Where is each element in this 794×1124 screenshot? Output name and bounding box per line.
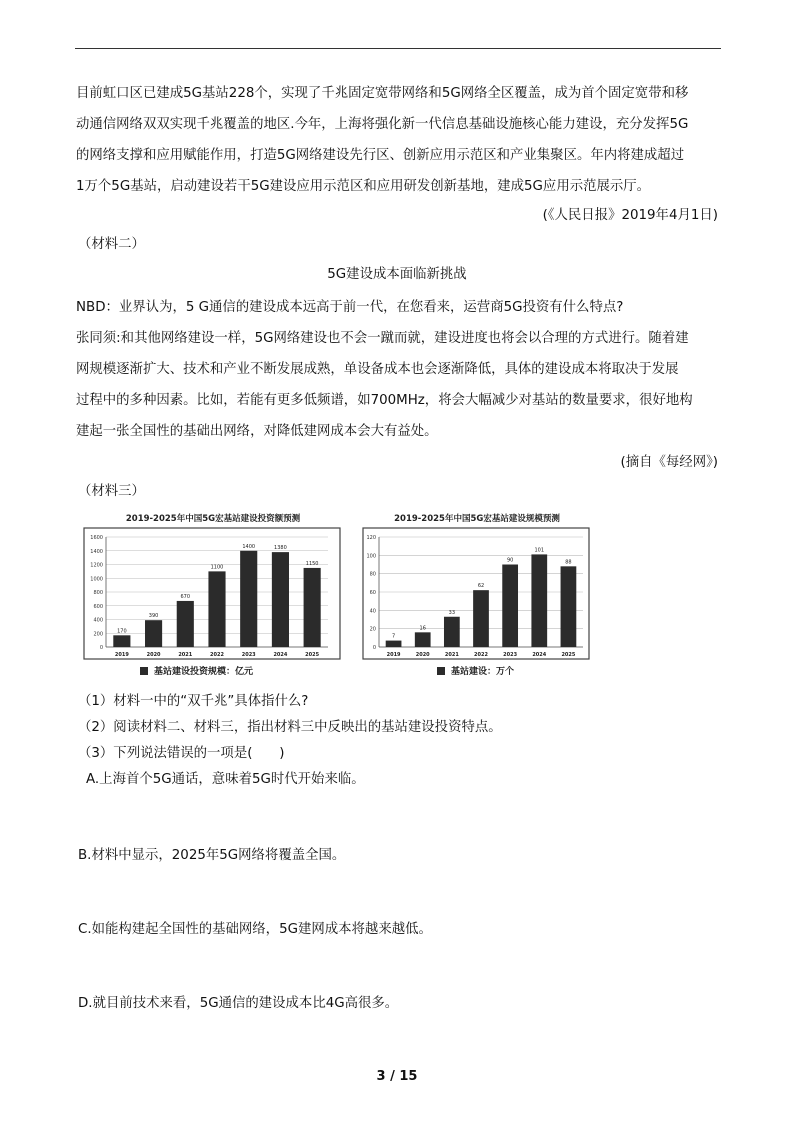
data-label: 1100 xyxy=(210,564,224,571)
data-label: 390 xyxy=(148,613,159,620)
x-tick-label: 2021 xyxy=(444,652,459,658)
legend-label: 基站建设投资规模：亿元 xyxy=(154,667,254,677)
chart-title: 2019-2025年中国5G宏基站建设规模预测 xyxy=(394,514,560,524)
bar xyxy=(386,641,402,647)
legend-swatch xyxy=(437,667,445,675)
data-label: 33 xyxy=(448,609,456,616)
y-tick-label: 120 xyxy=(366,535,376,541)
data-label: 101 xyxy=(534,547,545,554)
data-label: 88 xyxy=(565,559,572,566)
data-label: 170 xyxy=(117,628,127,635)
data-label: 670 xyxy=(180,593,191,600)
material2-label: （材料二） xyxy=(78,237,145,252)
bar xyxy=(145,620,162,647)
data-label: 7 xyxy=(391,633,396,640)
page-number: 3 / 15 xyxy=(376,1069,418,1084)
option-d: D.就目前技术来看，5G通信的建设成本比4G高很多。 xyxy=(78,996,399,1011)
y-tick-label: 800 xyxy=(93,590,103,596)
data-label: 16 xyxy=(419,625,426,632)
data-label: 62 xyxy=(477,583,485,590)
bar xyxy=(502,565,518,648)
material2-line: 建起一张全国性的基础出网络，对降低建网成本会大有益处。 xyxy=(76,424,438,439)
investment-chart xyxy=(82,507,344,683)
bar xyxy=(415,632,431,647)
x-tick-label: 2023 xyxy=(241,652,256,658)
data-label: 1150 xyxy=(305,560,319,567)
x-tick-label: 2024 xyxy=(532,652,547,658)
option-b: B.材料中显示，2025年5G网络将覆盖全国。 xyxy=(78,848,346,863)
bar xyxy=(444,617,460,647)
material2-paragraph xyxy=(76,292,722,447)
question-2: （2）阅读材料二、材料三，指出材料三中反映出的基站建设投资特点。 xyxy=(78,720,502,735)
x-tick-label: 2025 xyxy=(561,652,576,658)
y-tick-label: 100 xyxy=(366,553,376,560)
bar xyxy=(177,601,194,647)
x-tick-label: 2025 xyxy=(305,652,320,658)
x-tick-label: 2024 xyxy=(273,652,288,658)
material2-line: 网规模逐渐扩大、技术和产业不断发展成熟，单设备成本也会逐渐降低，具体的建设成本将取决于发展 xyxy=(76,362,679,377)
question-1: （1）材料一中的“双千兆”具体指什么? xyxy=(78,694,309,709)
material2-title: 5G建设成本面临新挑战 xyxy=(327,267,467,282)
chart-title: 2019-2025年中国5G宏基站建设投资额预测 xyxy=(125,514,301,524)
bar xyxy=(208,571,225,647)
y-tick-label: 400 xyxy=(93,617,103,624)
material1-line: 的网络支撑和应用赋能作用，打造5G网络建设先行区、创新应用示范区和产业集聚区。年内将建成超过 xyxy=(76,148,685,163)
y-tick-label: 60 xyxy=(369,590,376,596)
y-tick-label: 0 xyxy=(99,645,103,651)
material1-line: 1万个5G基站，启动建设若干5G建设应用示范区和应用研发创新基地，建成5G应用示范展示厅。 xyxy=(76,179,651,194)
y-tick-label: 20 xyxy=(369,626,376,633)
x-tick-label: 2023 xyxy=(503,652,518,658)
bar xyxy=(531,554,547,647)
x-tick-label: 2019 xyxy=(386,652,401,658)
bar xyxy=(272,552,289,647)
legend-swatch xyxy=(140,667,148,675)
option-a: A.上海首个5G通话，意味着5G时代开始来临。 xyxy=(86,772,365,787)
y-tick-label: 80 xyxy=(369,571,376,578)
material1-paragraph xyxy=(76,78,722,202)
material1-source: (《人民日报》2019年4月1日) xyxy=(542,208,718,223)
material1-line: 目前虹口区已建成5G基站228个，实现了千兆固定宽带网络和5G网络全区覆盖，成为首个固定宽带和移 xyxy=(76,86,689,101)
station-count-chart xyxy=(361,507,593,683)
bar xyxy=(240,551,257,647)
bar xyxy=(113,635,130,647)
material2-line: 张同须:和其他网络建设一样，5G网络建设也不会一蹴而就，建设进度也将会以合理的方式进行。随着建 xyxy=(76,331,689,346)
x-tick-label: 2021 xyxy=(178,652,193,658)
legend-label: 基站建设：万个 xyxy=(451,667,515,677)
x-tick-label: 2019 xyxy=(114,652,129,658)
y-tick-label: 0 xyxy=(372,645,376,651)
data-label: 1400 xyxy=(242,543,256,550)
material2-line: 过程中的多种因素。比如，若能有更多低频谱，如700MHz，将会大幅减少对基站的数量要求，很好地构 xyxy=(76,393,693,408)
bar xyxy=(561,566,577,647)
y-tick-label: 1000 xyxy=(90,576,103,583)
x-tick-label: 2020 xyxy=(415,652,430,658)
material2-source: (摘自《每经网》) xyxy=(620,455,718,470)
bar xyxy=(304,568,321,647)
material1-line: 动通信网络双双实现千兆覆盖的地区.今年，上海将强化新一代信息基础设施核心能力建设，充分发挥5G xyxy=(76,117,689,132)
x-tick-label: 2020 xyxy=(146,652,161,658)
y-tick-label: 1400 xyxy=(90,548,103,555)
y-tick-label: 1600 xyxy=(90,535,103,541)
y-tick-label: 1200 xyxy=(90,562,103,569)
y-tick-label: 200 xyxy=(93,631,103,638)
y-tick-label: 40 xyxy=(369,608,376,615)
material2-line: NBD：业界认为，5 G通信的建设成本远高于前一代，在您看来，运营商5G投资有什么特点? xyxy=(76,300,624,315)
header-rule xyxy=(75,48,721,49)
data-label: 90 xyxy=(506,557,514,564)
x-tick-label: 2022 xyxy=(474,652,488,658)
y-tick-label: 600 xyxy=(93,603,103,610)
material3-label: （材料三） xyxy=(78,484,145,499)
question-3: （3）下列说法错误的一项是( ) xyxy=(78,746,285,761)
x-tick-label: 2022 xyxy=(210,652,224,658)
bar xyxy=(473,590,489,647)
data-label: 1380 xyxy=(274,545,287,552)
option-c: C.如能构建起全国性的基础网络，5G建网成本将越来越低。 xyxy=(78,922,432,937)
